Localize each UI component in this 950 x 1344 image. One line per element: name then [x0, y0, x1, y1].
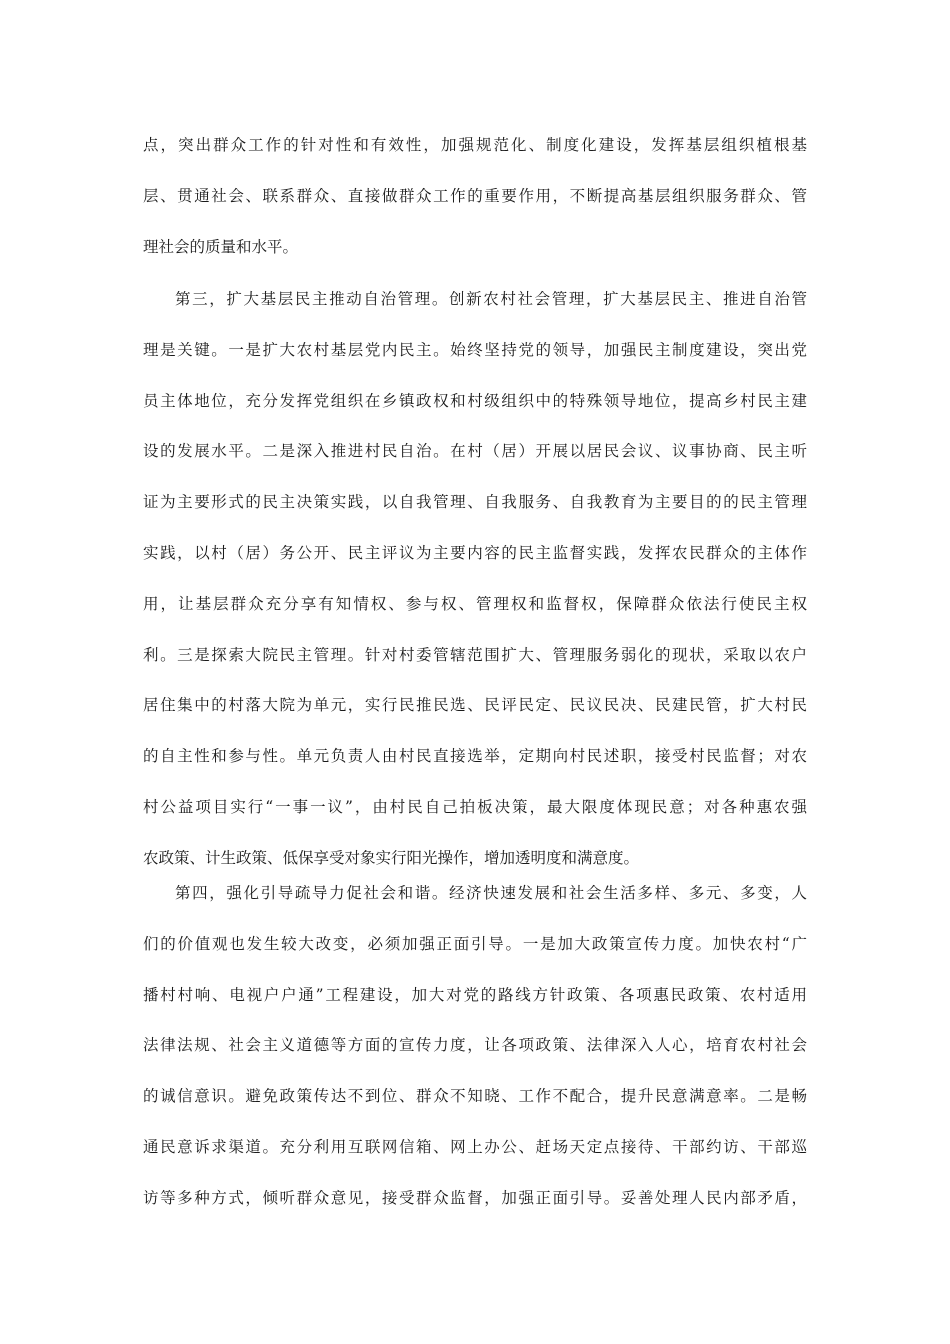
- text-line: 居住集中的村落大院为单元，实行民推民选、民评民定、民议民决、民建民管，扩大村民: [143, 696, 807, 715]
- text-line: 用，让基层群众充分享有知情权、参与权、管理权和监督权，保障群众依法行使民主权: [143, 594, 807, 613]
- text-line: 理社会的质量和水平。: [143, 237, 299, 256]
- text-line: 第四，强化引导疏导力促社会和谐。经济快速发展和社会生活多样、多元、多变，人: [175, 884, 807, 902]
- text-line: 理是关键。一是扩大农村基层党内民主。始终坚持党的领导，加强民主制度建设，突出党: [143, 340, 807, 359]
- text-line: 的自主性和参与性。单元负责人由村民直接选举，定期向村民述职，接受村民监督；对农: [143, 747, 807, 766]
- text-line: 播村村响、电视户户通”工程建设，加大对党的路线方针政策、各项惠民政策、农村适用: [143, 985, 807, 1004]
- text-line: 员主体地位，充分发挥党组织在乡镇政权和村级组织中的特殊领导地位，提高乡村民主建: [143, 391, 807, 410]
- text-line: 证为主要形式的民主决策实践，以自我管理、自我服务、自我教育为主要目的的民主管理: [143, 493, 807, 512]
- text-line: 设的发展水平。二是深入推进村民自治。在村（居）开展以居民会议、议事协商、民主听: [143, 442, 807, 461]
- text-line: 利。三是探索大院民主管理。针对村委管辖范围扩大、管理服务弱化的现状，采取以农户: [143, 645, 807, 664]
- text-line: 实践，以村（居）务公开、民主评议为主要内容的民主监督实践，发挥农民群众的主体作: [143, 543, 807, 562]
- paragraph-third-point: [143, 285, 807, 895]
- text-line: 村公益项目实行“一事一议”，由村民自己拍板决策，最大限度体现民意；对各种惠农强: [143, 797, 807, 816]
- text-line: 的诚信意识。避免政策传达不到位、群众不知晓、工作不配合，提升民意满意率。二是畅: [143, 1087, 807, 1106]
- paragraph-fourth-point: [143, 879, 807, 1235]
- text-line: 农政策、计生政策、低保享受对象实行阳光操作，增加透明度和满意度。: [143, 848, 640, 867]
- text-line: 第三，扩大基层民主推动自治管理。创新农村社会管理，扩大基层民主、推进自治管: [175, 290, 807, 308]
- text-line: 法律法规、社会主义道德等方面的宣传力度，让各项政策、法律深入人心，培育农村社会: [143, 1036, 807, 1055]
- text-line: 通民意诉求渠道。充分利用互联网信箱、网上办公、赶场天定点接待、干部约访、干部巡: [143, 1137, 807, 1156]
- text-line: 访等多种方式，倾听群众意见，接受群众监督，加强正面引导。妥善处理人民内部矛盾，: [143, 1188, 807, 1207]
- text-line: 们的价值观也发生较大改变，必须加强正面引导。一是加大政策宣传力度。加快农村“广: [143, 934, 807, 953]
- text-line: 点，突出群众工作的针对性和有效性，加强规范化、制度化建设，发挥基层组织植根基: [143, 136, 807, 154]
- text-line: 层、贯通社会、联系群众、直接做群众工作的重要作用，不断提高基层组织服务群众、管: [143, 186, 807, 205]
- paragraph-continuation: [143, 131, 807, 283]
